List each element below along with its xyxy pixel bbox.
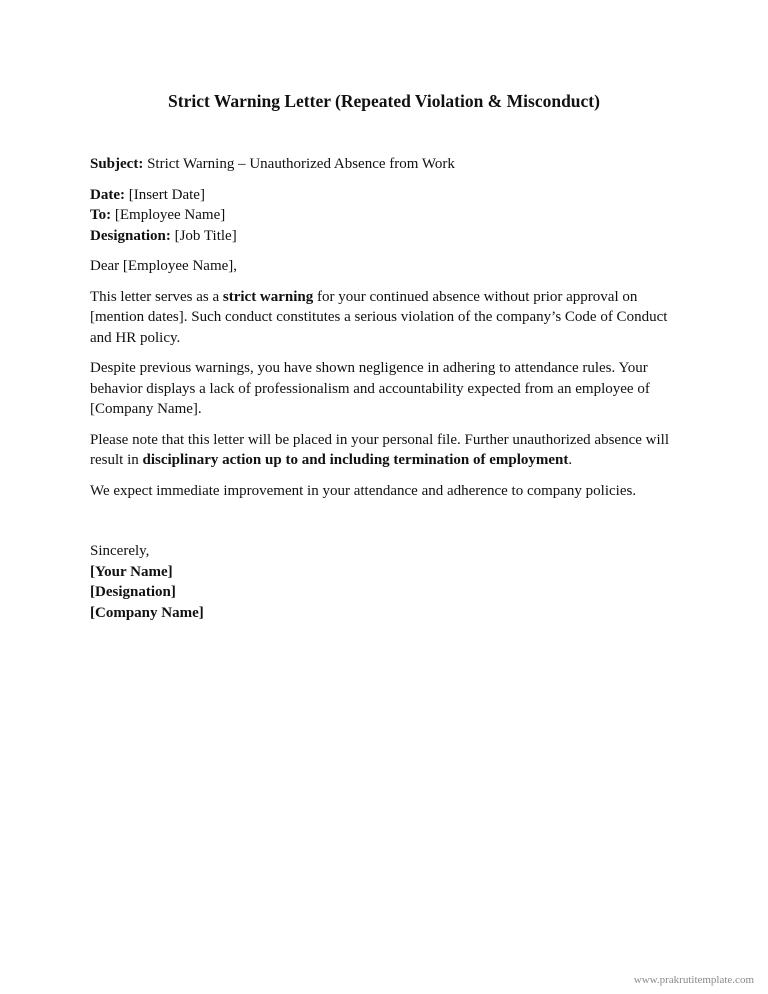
signature-name bbox=[90, 562, 690, 583]
subject-label: Subject: bbox=[90, 156, 144, 172]
designation-line bbox=[90, 226, 690, 247]
to-line bbox=[90, 205, 690, 226]
signature-company-text: [Company Name] bbox=[90, 604, 204, 621]
designation-value: [Job Title] bbox=[170, 227, 237, 244]
date-value: [Insert Date] bbox=[124, 186, 205, 203]
letter-body bbox=[90, 154, 690, 623]
watermark-text: www.prakrutitemplate.com bbox=[633, 974, 754, 986]
letter-title: Strict Warning Letter (Repeated Violation & Misconduct) bbox=[168, 91, 600, 111]
signature-designation-text: [Designation] bbox=[90, 584, 176, 600]
paragraph-1-text-b: for your continued absence without prior approval on [mention dates]. Such conduct constitutes a serious violation of the company’s Code of Conduct and HR policy. bbox=[90, 288, 668, 346]
to-label: To: bbox=[90, 207, 112, 223]
subject-value: Strict Warning – Unauthorized Absence from Work bbox=[143, 156, 455, 172]
subject-line bbox=[90, 154, 690, 175]
paragraph-2: Despite previous warnings, you have shown negligence in adhering to attendance rules. Your behavior displays a lack of professionalism and accountability expected from an employee of [Company Name]. bbox=[90, 360, 650, 417]
paragraph-3-emphasis: disciplinary action up to and including termination of employment bbox=[142, 452, 569, 468]
paragraph-4: We expect immediate improvement in your attendance and adherence to company policies. bbox=[90, 482, 637, 499]
date-label: Date: bbox=[90, 186, 125, 203]
designation-label: Designation: bbox=[90, 227, 171, 244]
paragraph-1-text-a: This letter serves as a bbox=[90, 288, 223, 305]
paragraph-3-text-a: Please note that this letter will be placed in your personal file. Further unauthorized absence will result in bbox=[90, 431, 669, 468]
paragraph-1-emphasis: strict warning bbox=[222, 288, 314, 305]
salutation: Dear [Employee Name], bbox=[90, 258, 238, 274]
date-line bbox=[90, 185, 690, 206]
to-value: [Employee Name] bbox=[111, 207, 226, 223]
signature-designation bbox=[90, 582, 690, 603]
closing: Sincerely, bbox=[90, 543, 150, 559]
signature-name-text: [Your Name] bbox=[90, 563, 173, 580]
signature-company bbox=[90, 603, 690, 624]
paragraph-1 bbox=[90, 287, 690, 349]
paragraph-3 bbox=[90, 430, 690, 471]
paragraph-3-text-b: . bbox=[568, 452, 573, 468]
